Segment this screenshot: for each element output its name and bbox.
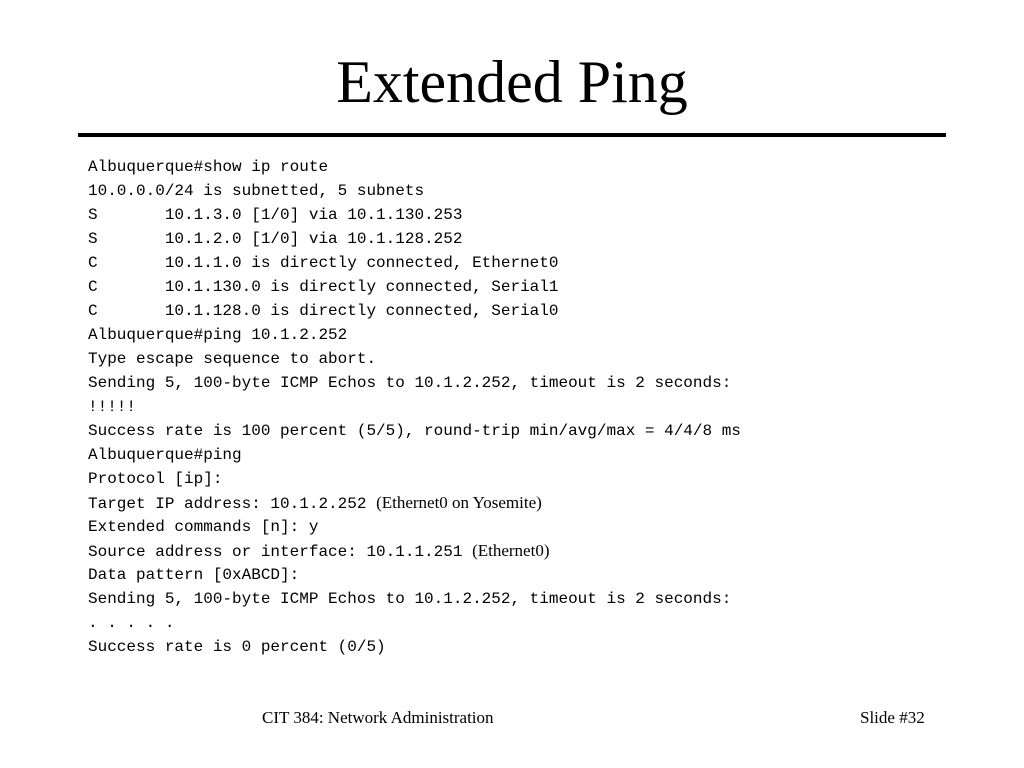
source-note: (Ethernet0) [472,541,550,560]
terminal-line-annotated [88,491,741,515]
terminal-line: . . . . . [88,614,175,632]
terminal-line: !!!!! [88,398,137,416]
terminal-line: Type escape sequence to abort. [88,350,377,368]
terminal-line: Albuquerque#ping [88,446,242,464]
terminal-output [88,155,741,659]
terminal-line: Sending 5, 100-byte ICMP Echos to 10.1.2.252, timeout is 2 seconds: [88,590,732,608]
terminal-line: S 10.1.2.0 [1/0] via 10.1.128.252 [88,230,463,248]
terminal-line: Extended commands [n]: y [88,518,319,536]
terminal-line: C 10.1.1.0 is directly connected, Ethernet0 [88,254,559,272]
terminal-line-text: Target IP address: 10.1.2.252 [88,495,367,513]
terminal-line: Success rate is 100 percent (5/5), round-trip min/avg/max = 4/4/8 ms [88,422,741,440]
terminal-line: Sending 5, 100-byte ICMP Echos to 10.1.2.252, timeout is 2 seconds: [88,374,732,392]
terminal-line-annotated [88,539,741,563]
title-divider [78,133,946,137]
footer-slide-number: Slide #32 [860,708,925,727]
slide-title: Extended Ping [336,49,688,115]
terminal-line: 10.0.0.0/24 is subnetted, 5 subnets [88,182,425,200]
terminal-line: C 10.1.128.0 is directly connected, Serial0 [88,302,559,320]
terminal-line: C 10.1.130.0 is directly connected, Serial1 [88,278,559,296]
terminal-line: Albuquerque#ping 10.1.2.252 [88,326,348,344]
footer-course: CIT 384: Network Administration [262,708,494,727]
target-note: (Ethernet0 on Yosemite) [376,493,542,512]
terminal-line-text: Source address or interface: 10.1.1.251 [88,543,463,561]
terminal-line: Protocol [ip]: [88,470,223,488]
terminal-line: Success rate is 0 percent (0/5) [88,638,386,656]
terminal-line: S 10.1.3.0 [1/0] via 10.1.130.253 [88,206,463,224]
terminal-line: Data pattern [0xABCD]: [88,566,300,584]
terminal-line: Albuquerque#show ip route [88,158,329,176]
